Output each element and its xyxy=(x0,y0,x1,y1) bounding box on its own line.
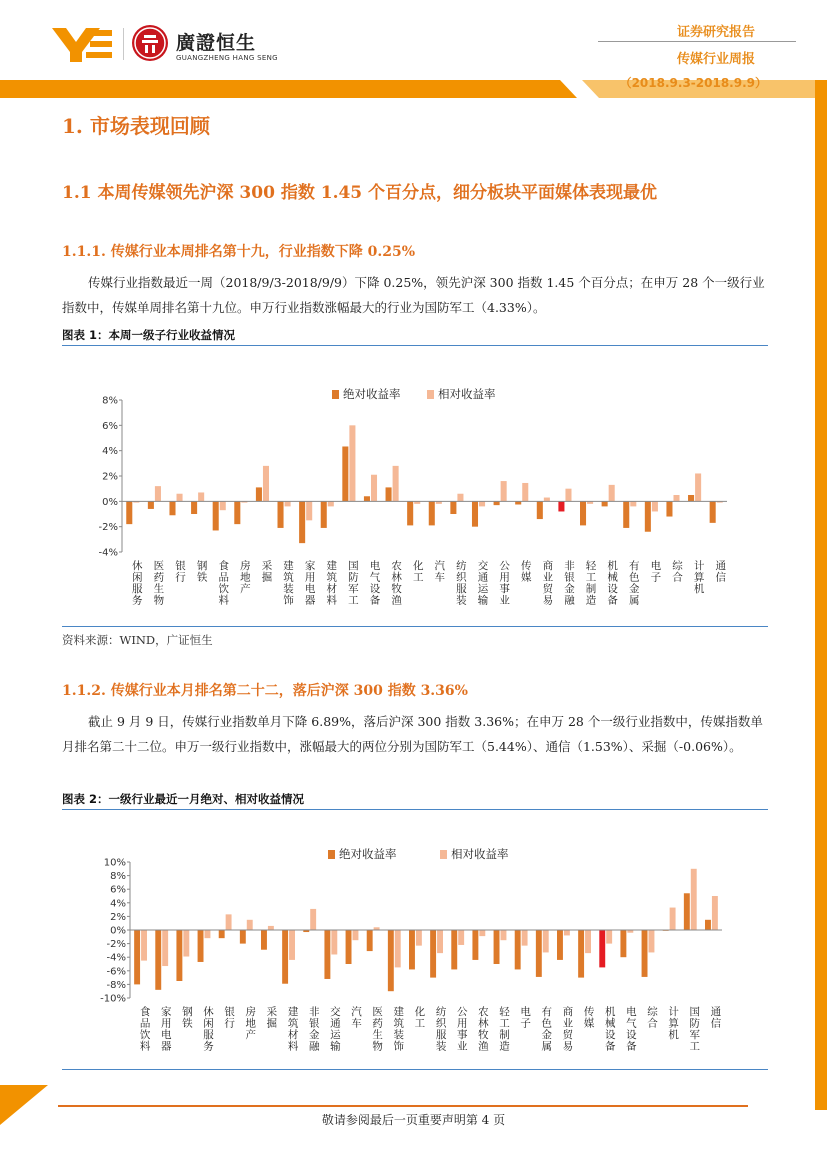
category-label: 农林牧渔 xyxy=(476,1006,489,1052)
category-label: 公用事业 xyxy=(498,560,511,606)
bar xyxy=(134,930,140,984)
bar xyxy=(306,501,312,520)
bar xyxy=(220,501,226,510)
y-tick-label: -4% xyxy=(106,952,126,964)
chart-weekly-returns xyxy=(62,378,768,618)
bar xyxy=(234,501,240,524)
category-label: 食品饮料 xyxy=(217,560,230,606)
bar xyxy=(191,501,197,514)
bar xyxy=(673,495,679,501)
bar xyxy=(479,930,485,936)
bar xyxy=(162,930,168,966)
category-label: 钢铁 xyxy=(195,560,208,583)
bar xyxy=(261,930,267,950)
figure-1-top-rule xyxy=(62,345,768,346)
category-label: 传媒 xyxy=(519,560,532,583)
category-label: 机械设备 xyxy=(606,560,619,606)
paragraph-monthly: 截止 9 月 9 日，传媒行业指数单月下降 6.89%，落后沪深 300 指数 3.36%；在申万 28 个一级行业指数中，传媒指数单月排名第二十二位。申万一级行业指数中，涨幅最大的两位分别为国防军工（5.44%）、通信（1.53%）、采掘（-0.06%）。 xyxy=(62,714,763,754)
bar xyxy=(645,501,651,531)
bar xyxy=(670,908,676,930)
y-tick-label: 6% xyxy=(102,420,118,432)
bar xyxy=(457,494,463,502)
paragraph-weekly: 传媒行业指数最近一周（2018/9/3-2018/9/9）下降 0.25%，领先沪深 300 指数 1.45 个百分点；在申万 28 个一级行业指数中，传媒单周排名第十九位。申万行业指数涨幅最大的行业为国防军工（4.33%）。 xyxy=(62,275,765,315)
bar xyxy=(169,501,175,515)
report-type: 证券研究报告 xyxy=(676,25,755,40)
bar xyxy=(409,930,415,969)
bar xyxy=(388,930,394,991)
bar xyxy=(666,501,672,516)
report-date-range: （2018.9.3-2018.9.9） xyxy=(619,76,767,90)
figure-2-bottom-rule xyxy=(62,1069,768,1070)
footer-disclaimer: 敬请参阅最后一页重要声明第 4 页 xyxy=(321,1113,506,1127)
company-seal-icon xyxy=(132,25,168,61)
header-divider xyxy=(598,41,796,42)
bar xyxy=(472,501,478,526)
bar xyxy=(479,501,485,506)
category-label: 传媒 xyxy=(582,1006,595,1029)
category-label: 交通运输 xyxy=(328,1006,341,1052)
brand-name-cn: 廣證恒生 xyxy=(176,32,257,54)
category-label: 医药生物 xyxy=(152,560,165,606)
bar xyxy=(437,930,443,953)
category-label: 建筑装饰 xyxy=(392,1006,405,1052)
category-label: 有色金属 xyxy=(540,1006,553,1052)
category-label: 钢铁 xyxy=(180,1006,193,1029)
bar xyxy=(282,930,288,984)
y-tick-label: -10% xyxy=(100,993,126,1005)
category-label: 电气设备 xyxy=(368,560,381,606)
category-label: 纺织服装 xyxy=(454,560,467,606)
category-label: 轻工制造 xyxy=(584,560,597,606)
category-label: 建筑装饰 xyxy=(282,560,295,606)
category-label: 通信 xyxy=(709,1006,722,1029)
category-label: 采掘 xyxy=(265,1006,278,1029)
bar xyxy=(494,930,500,964)
bar xyxy=(543,930,549,952)
category-label: 轻工制造 xyxy=(498,1006,510,1052)
bar xyxy=(324,930,330,979)
category-label: 机械设备 xyxy=(603,1006,616,1052)
bar xyxy=(450,501,456,514)
legend-swatch xyxy=(328,850,335,859)
category-label: 休闲服务 xyxy=(130,560,143,606)
bar xyxy=(285,501,291,506)
y-tick-label: 0% xyxy=(102,496,118,508)
category-label: 食品饮料 xyxy=(138,1006,151,1052)
category-label: 有色金属 xyxy=(627,560,640,606)
y-tick-label: -6% xyxy=(106,966,126,978)
bar xyxy=(515,930,521,969)
bar xyxy=(429,501,435,525)
bar xyxy=(353,930,359,940)
bar xyxy=(155,486,161,501)
bar xyxy=(407,501,413,525)
y-tick-label: 8% xyxy=(110,871,126,883)
category-label: 化工 xyxy=(413,1006,426,1029)
bar xyxy=(557,930,563,960)
category-label: 商业贸易 xyxy=(541,560,554,606)
y-tick-label: -8% xyxy=(106,979,126,991)
bar xyxy=(371,475,377,502)
brand-name-en: GUANGZHENG HANG SENG xyxy=(176,54,278,62)
bar xyxy=(710,501,716,523)
bar xyxy=(501,481,507,501)
bar xyxy=(176,930,182,981)
report-name: 传媒行业周报 xyxy=(676,52,755,67)
bar xyxy=(346,930,352,964)
bar xyxy=(602,501,608,506)
category-label: 房地产 xyxy=(238,560,251,595)
company-logo-ye xyxy=(52,24,114,64)
bar xyxy=(472,930,478,960)
bar xyxy=(558,501,564,511)
bar xyxy=(321,501,327,528)
bar xyxy=(695,473,701,501)
bar xyxy=(148,501,154,509)
bar xyxy=(126,501,132,524)
section-heading-1-1-2: 1.1.2. 传媒行业本月排名第二十二，落后沪深 300 指数 3.36% xyxy=(62,683,468,699)
bar xyxy=(349,425,355,501)
category-label: 农林牧渔 xyxy=(390,560,403,606)
bar xyxy=(364,496,370,501)
category-label: 家用电器 xyxy=(159,1006,172,1052)
category-label: 房地产 xyxy=(244,1006,257,1041)
y-tick-label: 6% xyxy=(110,884,126,896)
bar xyxy=(342,446,348,501)
y-tick-label: 10% xyxy=(103,857,126,869)
bar xyxy=(642,930,648,977)
bar xyxy=(247,920,253,930)
category-label: 非银金融 xyxy=(562,560,575,606)
bar xyxy=(580,501,586,525)
bar xyxy=(649,930,655,952)
bar xyxy=(393,466,399,501)
category-label: 家用电器 xyxy=(303,560,316,606)
bar xyxy=(522,483,528,501)
bar xyxy=(299,501,305,543)
bar xyxy=(565,489,571,502)
bar xyxy=(684,893,690,930)
category-label: 汽车 xyxy=(433,560,446,583)
bar xyxy=(522,930,528,946)
section-heading-1: 1. 市场表现回顾 xyxy=(62,114,210,138)
bar xyxy=(268,926,274,930)
category-label: 电子 xyxy=(519,1006,532,1029)
bar xyxy=(240,930,246,944)
bar xyxy=(289,930,295,960)
bar xyxy=(198,930,204,962)
y-tick-label: 2% xyxy=(102,471,118,483)
bar xyxy=(177,494,183,502)
bar xyxy=(198,492,204,501)
bar xyxy=(712,896,718,930)
y-tick-label: 8% xyxy=(102,395,118,407)
bar xyxy=(256,487,262,501)
bar xyxy=(141,930,147,961)
bar xyxy=(494,501,500,505)
category-label: 银行 xyxy=(174,560,187,583)
bar xyxy=(263,466,269,501)
bar xyxy=(205,930,211,938)
bar xyxy=(367,930,373,951)
category-label: 综合 xyxy=(670,560,683,583)
bar xyxy=(606,930,612,944)
bar xyxy=(705,920,711,930)
bar xyxy=(620,930,626,957)
legend-label: 绝对收益率 xyxy=(339,847,397,861)
category-label: 国防军工 xyxy=(688,1006,701,1052)
y-tick-label: -2% xyxy=(98,522,118,534)
bar xyxy=(416,930,422,946)
chart-monthly-returns xyxy=(62,840,768,1065)
figure-1-title: 图表 1：本周一级子行业收益情况 xyxy=(62,328,236,342)
category-label: 银行 xyxy=(223,1006,236,1029)
bar xyxy=(578,930,584,978)
legend-swatch xyxy=(332,390,339,399)
bar xyxy=(458,930,464,945)
category-label: 汽车 xyxy=(350,1006,362,1029)
legend-swatch xyxy=(427,390,434,399)
bar xyxy=(691,869,697,930)
figure-2-title: 图表 2：一级行业最近一月绝对、相对收益情况 xyxy=(62,792,305,806)
category-label: 商业贸易 xyxy=(561,1006,574,1052)
category-label: 医药生物 xyxy=(371,1006,384,1052)
section-heading-1-1-1: 1.1.1. 传媒行业本周排名第十九，行业指数下降 0.25% xyxy=(62,244,415,260)
bar xyxy=(652,501,658,511)
y-tick-label: 2% xyxy=(110,911,126,923)
bar xyxy=(278,501,284,528)
legend-swatch xyxy=(440,850,447,859)
bar xyxy=(310,909,316,930)
bar xyxy=(688,495,694,501)
category-label: 采掘 xyxy=(260,560,273,583)
right-accent-bar xyxy=(815,80,827,1110)
category-label: 计算机 xyxy=(667,1006,680,1041)
category-label: 电子 xyxy=(649,560,662,583)
category-label: 纺织服装 xyxy=(434,1006,447,1052)
bar xyxy=(386,487,392,501)
legend-label: 相对收益率 xyxy=(438,387,496,401)
category-label: 国防军工 xyxy=(346,560,359,606)
category-label: 建筑材料 xyxy=(286,1006,299,1052)
bar xyxy=(219,930,225,938)
bar xyxy=(630,501,636,506)
footer-divider xyxy=(58,1105,748,1107)
bar xyxy=(183,930,189,957)
bar xyxy=(501,930,507,940)
bar xyxy=(451,930,457,969)
bar xyxy=(564,930,570,935)
category-label: 建筑材料 xyxy=(325,560,338,606)
figure-1-source: 资料来源：WIND，广证恒生 xyxy=(62,633,213,647)
bar xyxy=(536,930,542,977)
bar xyxy=(609,485,615,501)
bar xyxy=(430,930,436,978)
bar xyxy=(537,501,543,519)
category-label: 化工 xyxy=(411,560,424,583)
bar xyxy=(585,930,591,953)
y-tick-label: -4% xyxy=(98,547,118,559)
bar xyxy=(599,930,605,967)
bar xyxy=(155,930,161,990)
figure-2-top-rule xyxy=(62,809,768,810)
bar xyxy=(226,914,232,930)
legend-label: 相对收益率 xyxy=(451,847,509,861)
figure-1-bottom-rule xyxy=(62,626,768,627)
category-label: 通信 xyxy=(714,560,727,583)
bar xyxy=(395,930,401,967)
bar xyxy=(623,501,629,528)
bar xyxy=(328,501,334,506)
y-tick-label: 4% xyxy=(102,446,118,458)
category-label: 电气设备 xyxy=(624,1006,637,1052)
category-label: 综合 xyxy=(646,1006,658,1029)
logo-separator xyxy=(123,28,124,60)
y-tick-label: -2% xyxy=(106,939,126,951)
y-tick-label: 0% xyxy=(110,925,126,937)
bar xyxy=(544,498,550,502)
bar xyxy=(331,930,337,954)
bar xyxy=(213,501,219,530)
category-label: 计算机 xyxy=(692,560,705,595)
y-tick-label: 4% xyxy=(110,898,126,910)
category-label: 非银金融 xyxy=(307,1006,320,1052)
category-label: 休闲服务 xyxy=(202,1006,214,1052)
section-heading-1-1: 1.1 本周传媒领先沪深 300 指数 1.45 个百分点，细分板块平面媒体表现最优 xyxy=(62,183,658,203)
category-label: 公用事业 xyxy=(455,1006,468,1052)
legend-label: 绝对收益率 xyxy=(343,387,401,401)
category-label: 交通运输 xyxy=(476,560,489,606)
